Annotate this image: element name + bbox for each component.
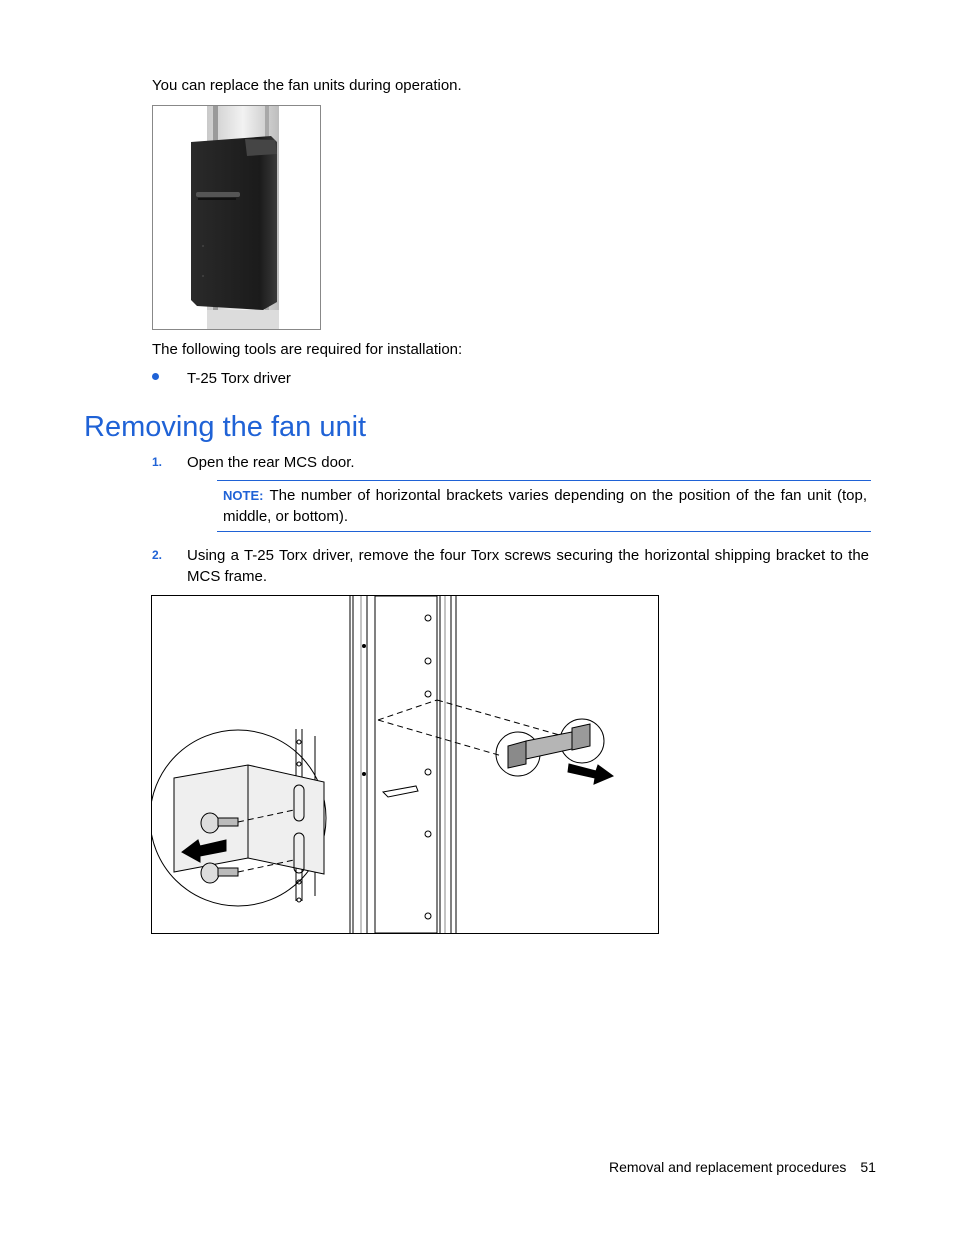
note-label: NOTE: [223, 488, 264, 503]
tool-name: T-25 Torx driver [187, 370, 291, 387]
bracket-removal-illustration [152, 596, 658, 933]
intro-paragraph: You can replace the fan units during operation. [152, 77, 462, 94]
bullet-icon [152, 373, 159, 380]
bracket-removal-figure [151, 595, 659, 934]
fan-unit-illustration [153, 106, 320, 329]
step-number: 1. [152, 455, 163, 469]
step-text: Open the rear MCS door. [187, 454, 355, 471]
step-text: Using a T-25 Torx driver, remove the four Torx screws securing the horizontal shipping bracket to the MCS frame. [187, 547, 869, 585]
page-number: 51 [860, 1159, 876, 1175]
note-text: The number of horizontal brackets varies depending on the position of the fan unit (top, middle, or bottom). [223, 487, 867, 525]
note-box [217, 480, 871, 532]
footer-section: Removal and replacement procedures [609, 1159, 847, 1175]
page-footer [609, 1157, 876, 1177]
tools-intro: The following tools are required for installation: [152, 341, 463, 358]
step-item [152, 545, 872, 587]
step-item [152, 452, 872, 473]
step-number: 2. [152, 548, 163, 562]
section-heading: Removing the fan unit [84, 411, 367, 443]
fan-unit-figure [152, 105, 321, 330]
note-content [223, 485, 867, 527]
